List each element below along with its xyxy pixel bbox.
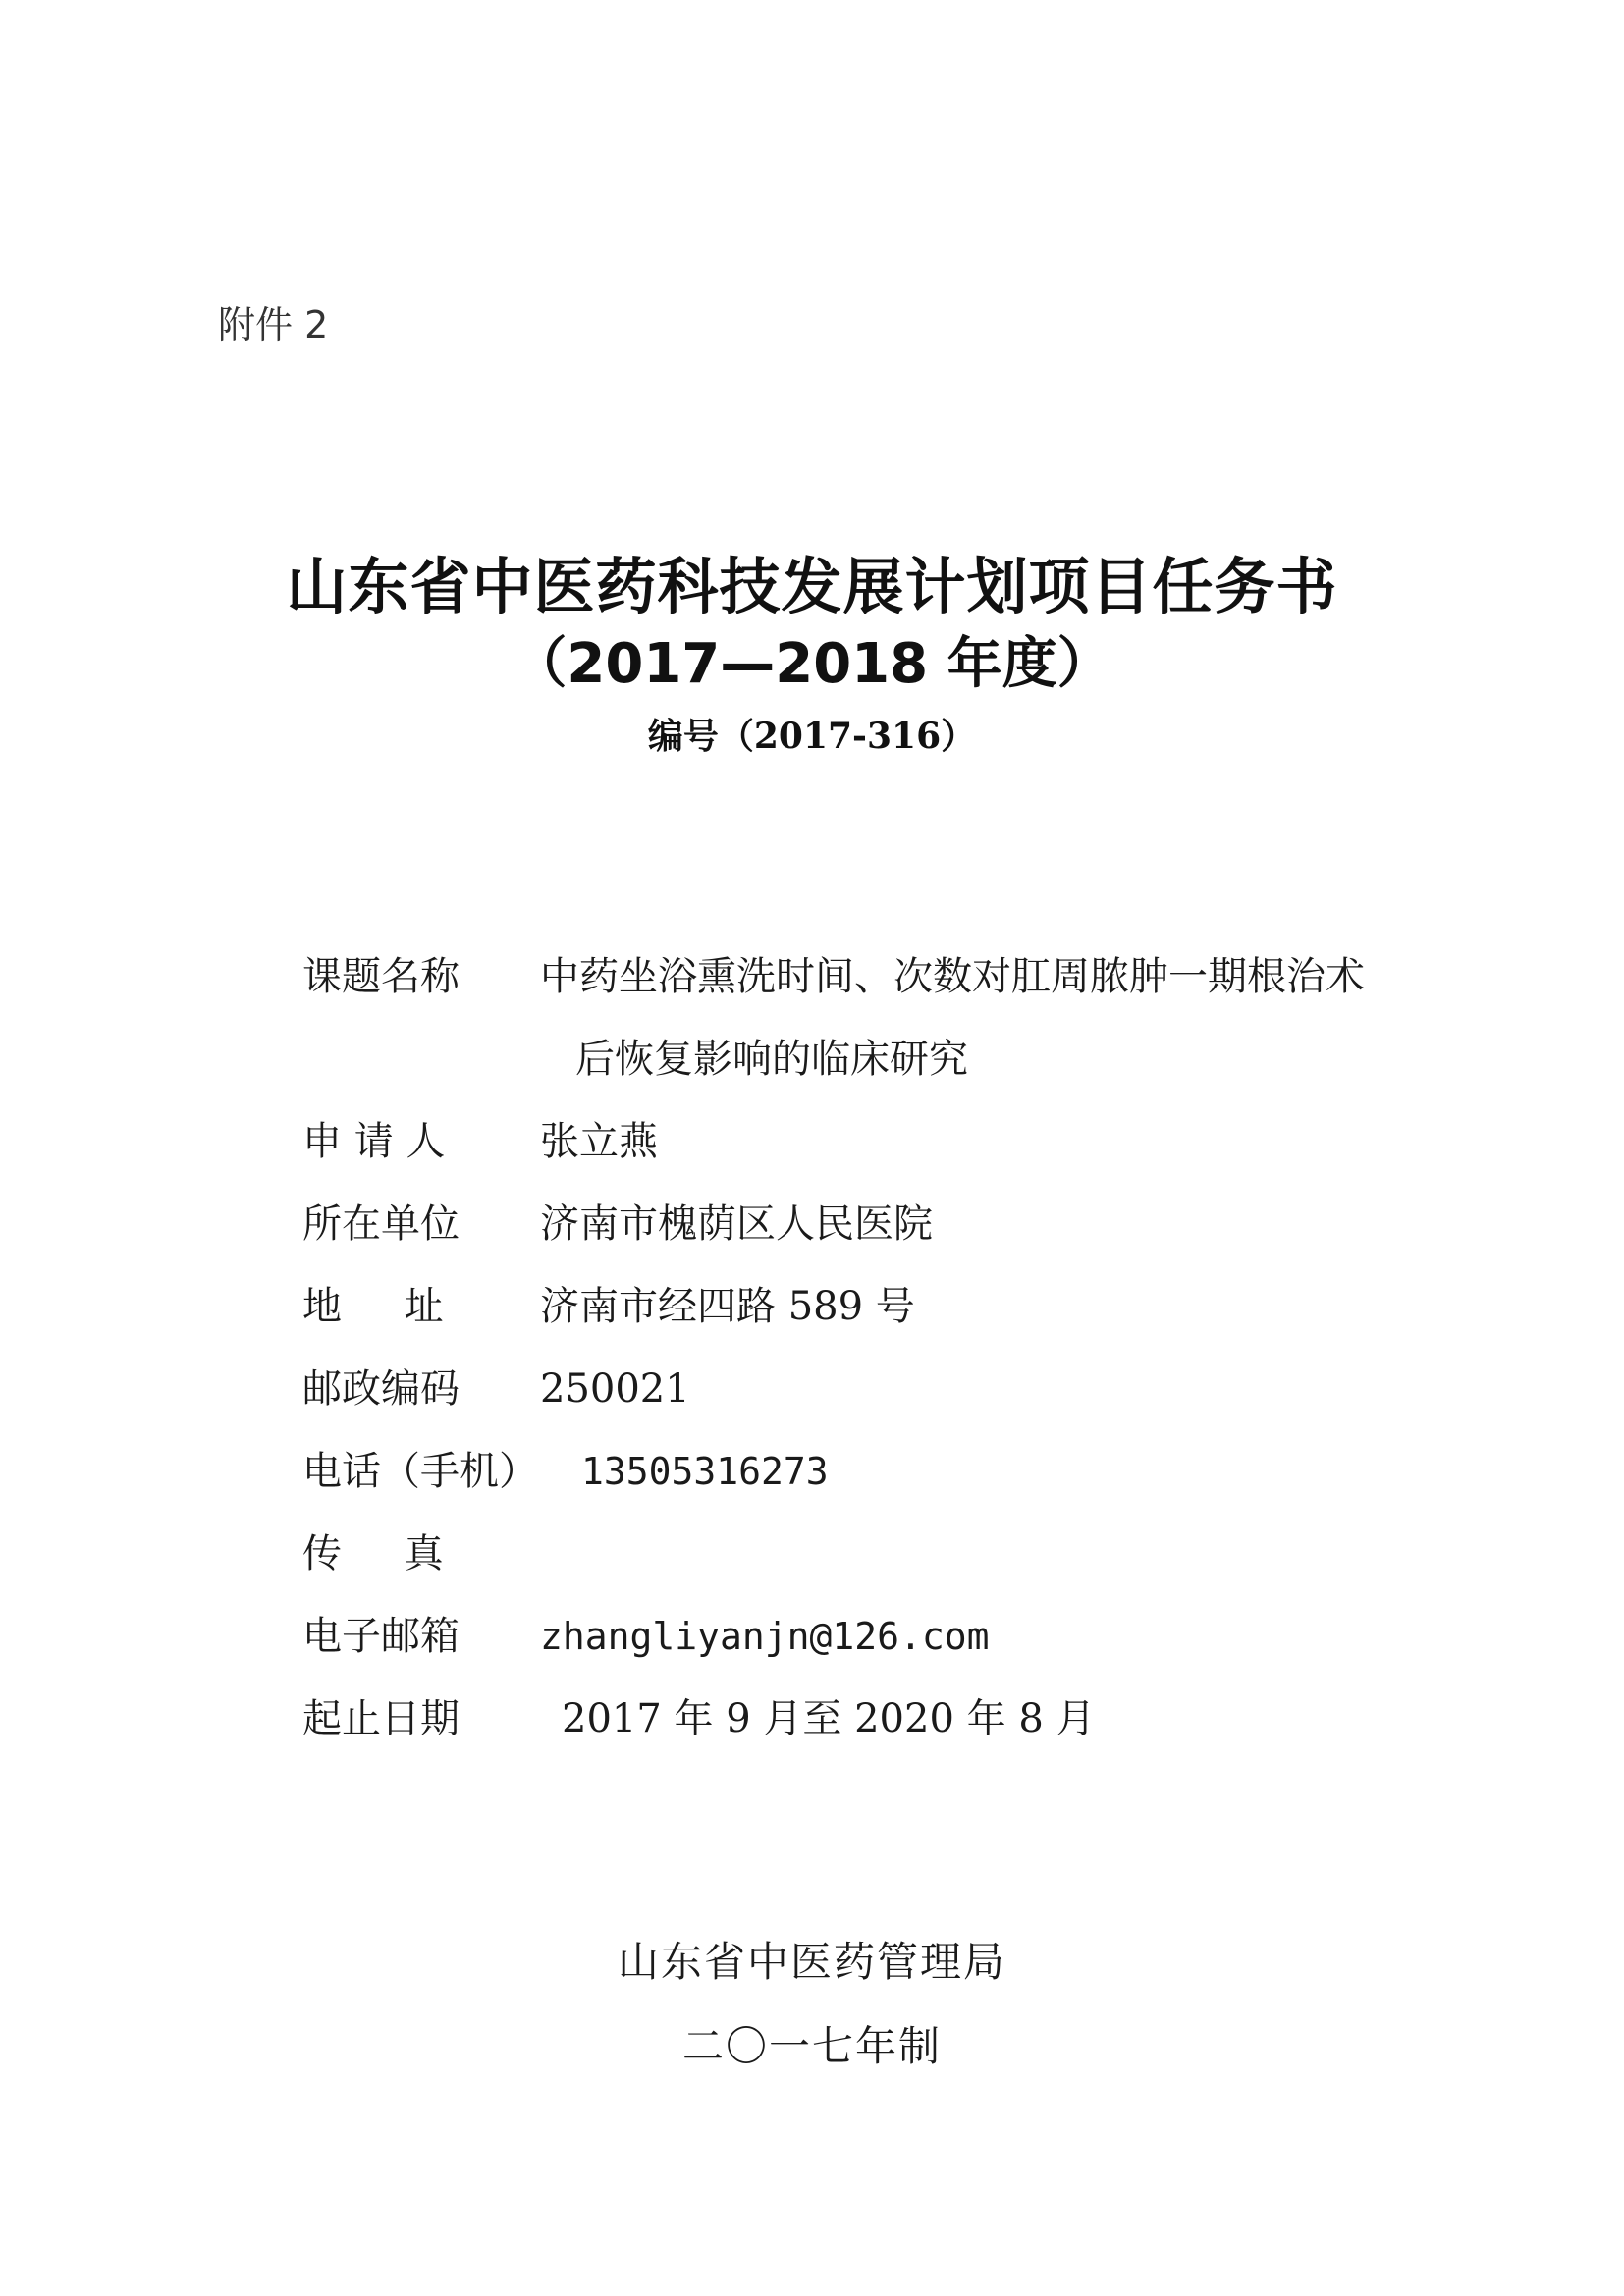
field-label: 地 址 xyxy=(302,1284,444,1329)
field-value: 济南市经四路 589 号 xyxy=(540,1284,915,1329)
issue-year: 二〇一七年制 xyxy=(681,2022,942,2070)
issuing-authority: 山东省中医药管理局 xyxy=(617,1938,1006,1986)
document-subtitle-year: （2017—2018 年度） xyxy=(512,632,1112,696)
field-date-range xyxy=(302,1689,1461,1772)
field-label: 邮政编码 xyxy=(302,1366,460,1412)
field-organization xyxy=(302,1195,1461,1277)
document-code: 编号（2017-316） xyxy=(647,716,977,757)
field-label: 起止日期 xyxy=(302,1696,460,1741)
project-info-fields xyxy=(302,947,1461,1772)
field-value: 济南市槐荫区人民医院 xyxy=(540,1201,933,1247)
field-label: 申 请 人 xyxy=(302,1119,446,1164)
field-label: 电话（手机） xyxy=(302,1449,538,1494)
field-fax xyxy=(302,1524,1461,1607)
field-value: 250021 xyxy=(540,1366,690,1412)
field-value-line2: 后恢复影响的临床研究 xyxy=(575,1037,968,1082)
field-value: zhangliyanjn@126.com xyxy=(540,1615,990,1658)
field-value-line1: 中药坐浴熏洗时间、次数对肛周脓肿一期根治术 xyxy=(540,954,1365,999)
field-label: 电子邮箱 xyxy=(302,1614,460,1659)
field-applicant xyxy=(302,1112,1461,1195)
field-label: 传 真 xyxy=(302,1531,444,1576)
attachment-label: 附件 2 xyxy=(218,303,329,347)
field-value xyxy=(540,935,1463,1100)
field-email xyxy=(302,1607,1461,1689)
field-project-name xyxy=(302,947,1461,1112)
field-value: 张立燕 xyxy=(540,1119,658,1164)
document-title: 山东省中医药科技发展计划项目任务书 xyxy=(286,551,1338,622)
field-address xyxy=(302,1277,1461,1360)
field-phone xyxy=(302,1442,1461,1524)
field-value: 13505316273 xyxy=(581,1450,829,1493)
field-postal-code xyxy=(302,1360,1461,1442)
field-value: 2017 年 9 月至 2020 年 8 月 xyxy=(562,1696,1096,1741)
field-label: 课题名称 xyxy=(302,954,460,999)
field-label: 所在单位 xyxy=(302,1201,460,1247)
